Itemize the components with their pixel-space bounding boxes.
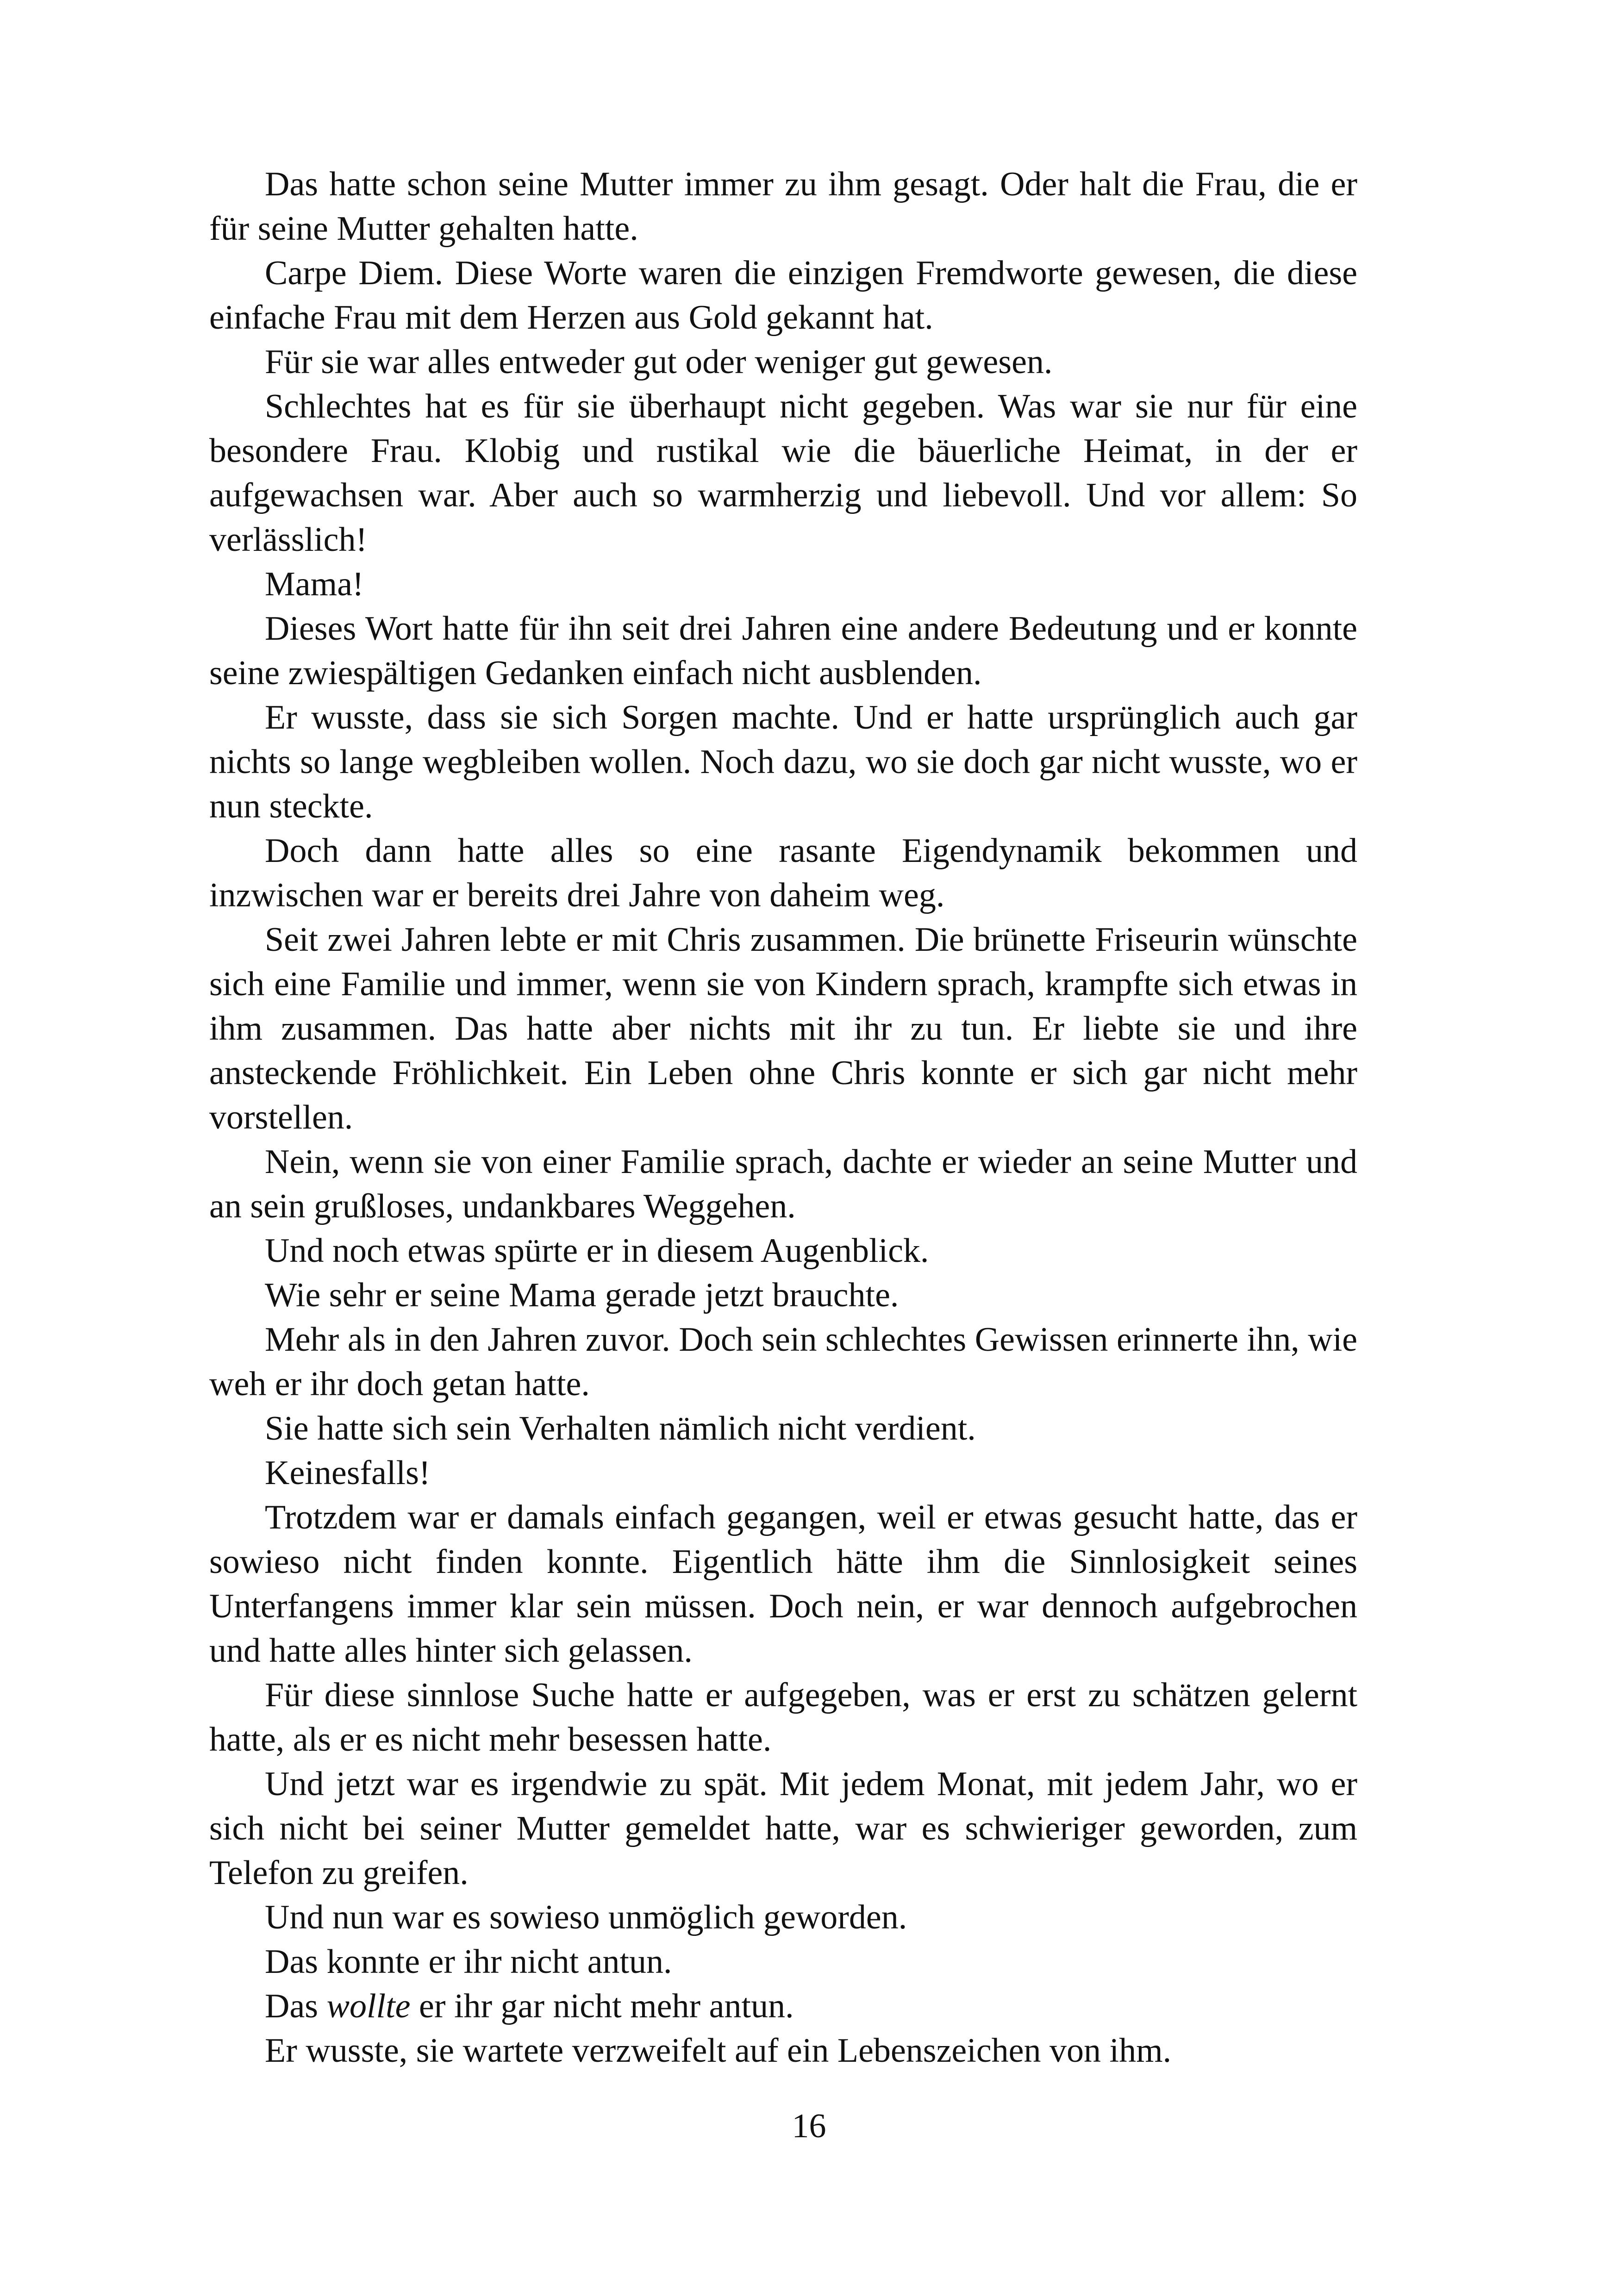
paragraph: Schlechtes hat es für sie überhaupt nicht gegeben. Was war sie nur für eine besondere Frau. Klobig und rustikal wie die bäuerliche Heimat, in der er aufgewachsen war. Aber auch so warmherzig und liebevoll. Und vor allem: So verlässlich! [209,387,1357,559]
paragraph: Und jetzt war es irgendwie zu spät. Mit jedem Monat, mit jedem Jahr, wo er sich nicht bei seiner Mutter gemeldet hatte, war es schwieriger geworden, zum Telefon zu greifen. [209,1765,1357,1892]
paragraph: Und nun war es sowieso unmöglich geworden. [265,1898,907,1936]
paragraph: Seit zwei Jahren lebte er mit Chris zusammen. Die brünette Friseurin wünschte sich eine Familie und immer, wenn sie von Kindern sprach, krampfte sich etwas in ihm zusammen. Das hatte aber nichts mit ihr zu tun. Er liebte sie und ihre ansteckende Fröhlichkeit. Ein Leben ohne Chris konnte er sich gar nicht mehr vorstellen. [209,921,1357,1136]
paragraph: Carpe Diem. Diese Worte waren die einzigen Fremdworte gewesen, die diese einfache Frau mit dem Herzen aus Gold gekannt hat. [209,254,1357,337]
paragraph: Wie sehr er seine Mama gerade jetzt brauchte. [265,1276,899,1314]
paragraph: Keinesfalls! [265,1454,431,1492]
page-number: 16 [792,2107,826,2145]
body-text [209,162,1357,2073]
paragraph: Mehr als in den Jahren zuvor. Doch sein schlechtes Gewissen erinnerte ihn, wie weh er ihr doch getan hatte. [209,1321,1357,1403]
paragraph: Er wusste, dass sie sich Sorgen machte. Und er hatte ursprünglich auch gar nichts so lange wegbleiben wollen. Noch dazu, wo sie doch gar nicht wusste, wo er nun steckte. [209,699,1357,825]
text-before-emphasis: Das [265,1987,327,2025]
paragraph: Für sie war alles entweder gut oder weniger gut gewesen. [265,343,1053,381]
paragraph: Und noch etwas spürte er in diesem Augenblick. [265,1232,929,1270]
paragraph: Doch dann hatte alles so eine rasante Eigendynamik bekommen und inzwischen war er bereits drei Jahre von daheim weg. [209,832,1357,914]
emphasized-word: wollte [326,1987,411,2025]
paragraph: Das hatte schon seine Mutter immer zu ihm gesagt. Oder halt die Frau, die er für seine Mutter gehalten hatte. [209,165,1357,248]
paragraph: Mama! [265,565,364,603]
paragraph-with-emphasis [209,1984,1357,2028]
paragraph: Das konnte er ihr nicht antun. [265,1943,672,1981]
paragraph: Für diese sinnlose Suche hatte er aufgegeben, was er erst zu schätzen gelernt hatte, als er es nicht mehr besessen hatte. [209,1676,1357,1759]
paragraph: Dieses Wort hatte für ihn seit drei Jahren eine andere Bedeutung und er konnte seine zwiespältigen Gedanken einfach nicht ausblenden. [209,610,1357,692]
paragraph: Er wusste, sie wartete verzweifelt auf ein Lebenszeichen von ihm. [265,2032,1172,2070]
text-after-emphasis: er ihr gar nicht mehr antun. [410,1987,794,2025]
paragraph: Trotzdem war er damals einfach gegangen, weil er etwas gesucht hatte, das er sowieso nicht finden konnte. Eigentlich hätte ihm die Sinnlosigkeit seines Unterfangens immer klar sein müssen. Doch nein, er war dennoch aufgebrochen und hatte alles hinter sich gelassen. [209,1498,1357,1670]
paragraph: Sie hatte sich sein Verhalten nämlich nicht verdient. [265,1410,976,1447]
paragraph: Nein, wenn sie von einer Familie sprach, dachte er wieder an seine Mutter und an sein grußloses, undankbares Weggehen. [209,1143,1357,1225]
